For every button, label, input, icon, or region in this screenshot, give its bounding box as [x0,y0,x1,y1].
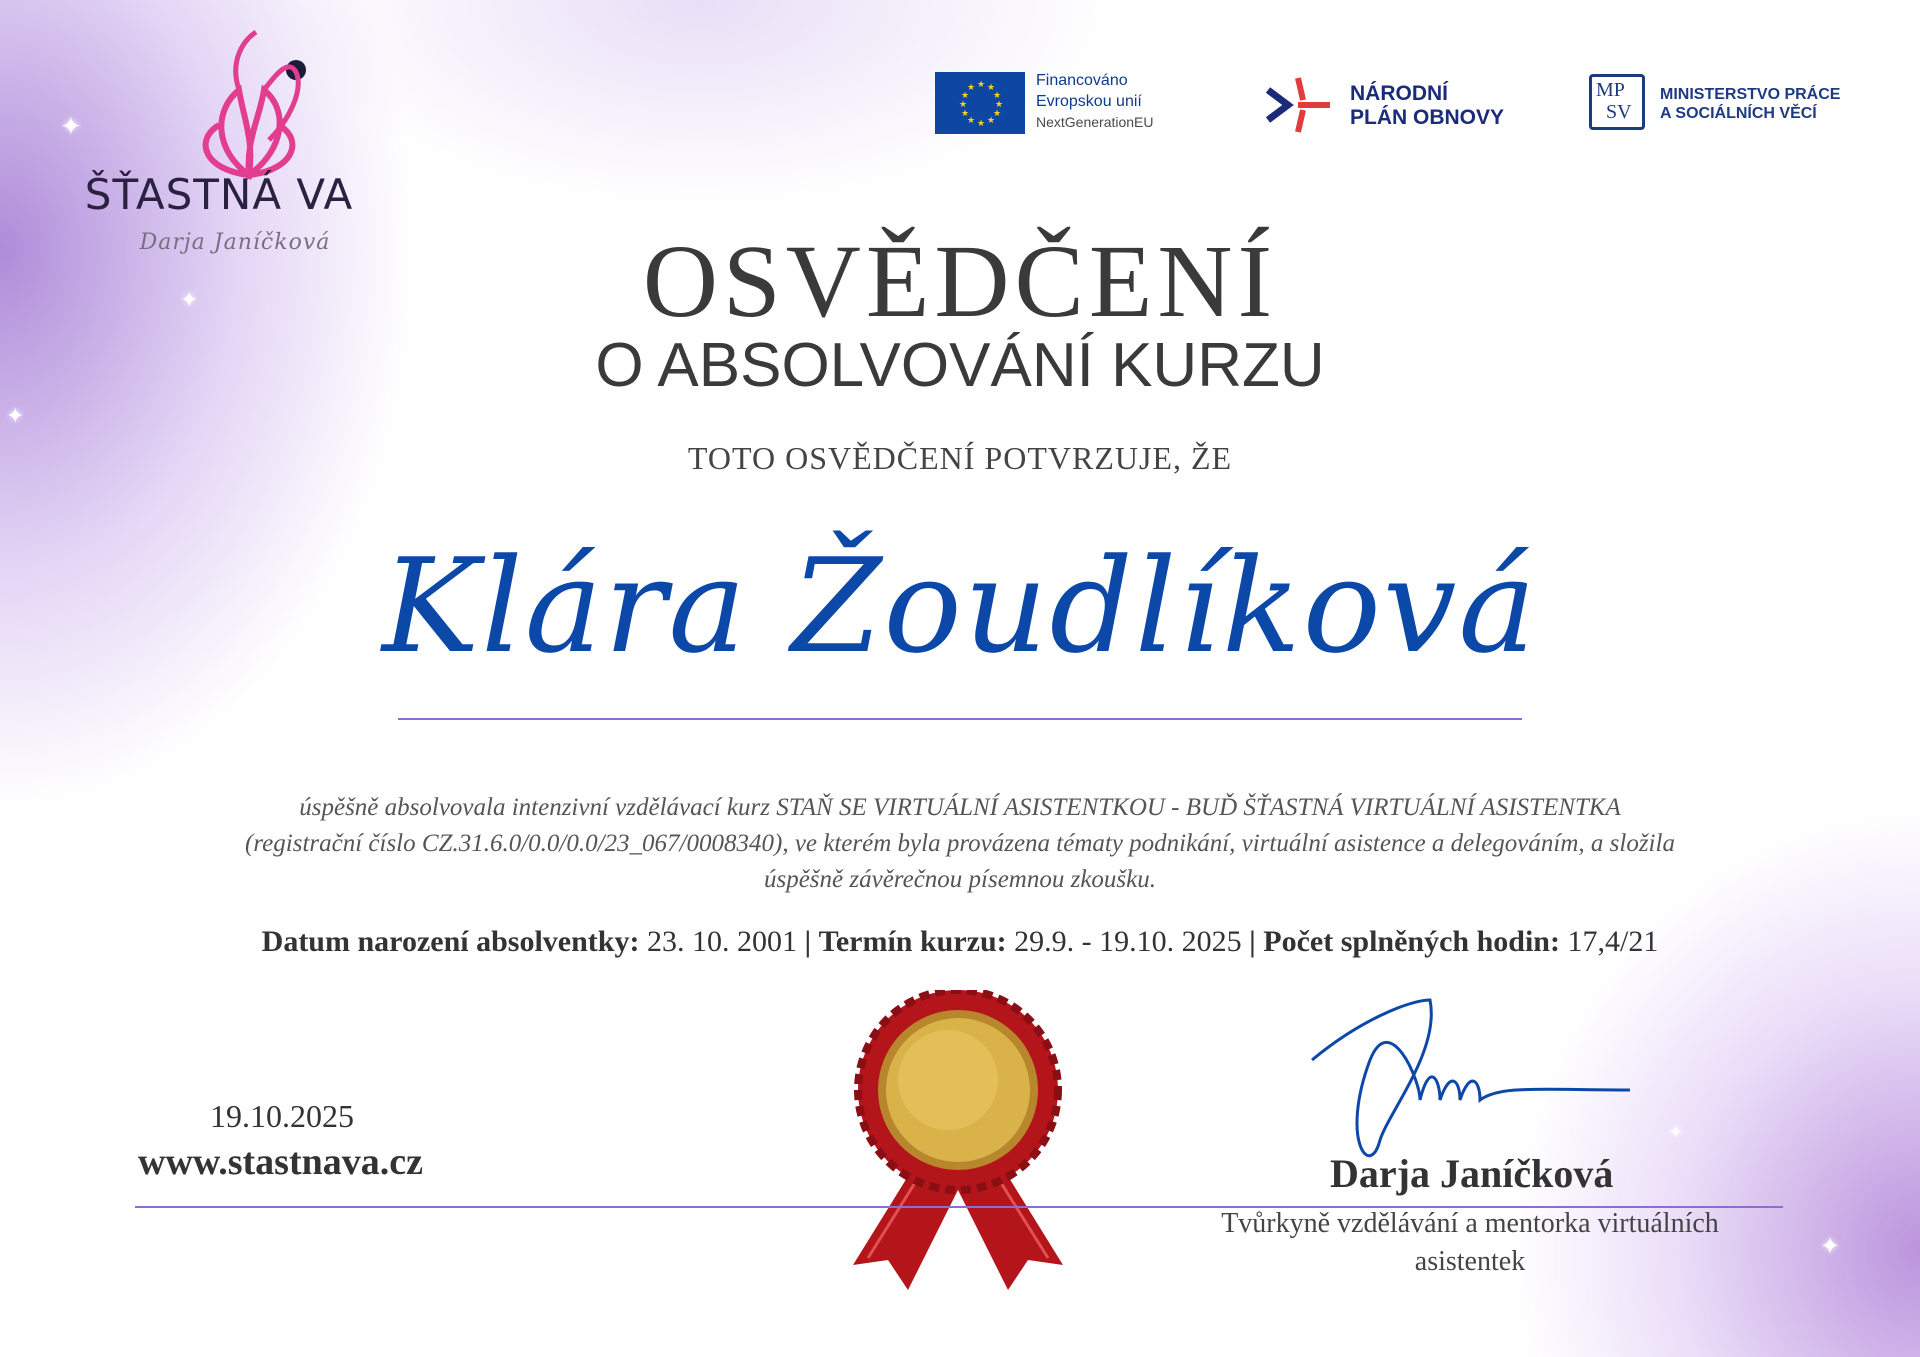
lotus-logo-icon [64,30,374,190]
hours-value: 17,4/21 [1567,925,1659,958]
course-facts [0,925,1920,959]
birth-label: Datum narození absolventky: [261,925,640,958]
npo-line-2: PLÁN OBNOVY [1350,106,1505,129]
term-value: 29.9. - 19.10. 2025 [1014,925,1242,958]
svg-text:★: ★ [977,119,986,129]
npo-text [1350,82,1504,130]
mpsv-mark-1: MP [1596,79,1625,101]
logo-subtitle: Darja Janíčková [139,230,331,255]
svg-text:★: ★ [967,83,976,93]
sparkle-icon: ✦ [60,112,82,142]
npo-logo-icon [1258,70,1338,140]
svg-text:★: ★ [959,100,968,110]
eu-line-2: Evropskou unií [1036,93,1142,110]
svg-text:★: ★ [987,83,996,93]
svg-text:★: ★ [977,80,986,90]
sparkle-icon: ✦ [1820,1232,1841,1260]
sparkle-icon: ✦ [6,404,25,429]
certificate-title: OSVĚDČENÍ [642,224,1278,339]
mpsv-logo-icon [1589,74,1645,130]
svg-text:★: ★ [961,109,970,119]
separator: | [1249,925,1256,958]
logo-title: ŠŤASTNÁ VA [84,170,354,219]
mpsv-line-1: MINISTERSTVO PRÁCE [1660,86,1841,103]
gold-medal-icon [838,990,1078,1300]
issue-date: 19.10.2025 [210,1098,354,1134]
svg-text:★: ★ [993,91,1002,101]
svg-text:★: ★ [995,100,1004,110]
eu-flag-icon [935,72,1025,134]
term-label: Termín kurzu: [818,925,1007,958]
recipient-name: Klára Žoudlíková [382,530,1538,682]
svg-text:★: ★ [987,116,996,126]
name-underline [398,718,1522,720]
svg-text:★: ★ [961,91,970,101]
svg-text:★: ★ [967,116,976,126]
confirmation-text: TOTO OSVĚDČENÍ POTVRZUJE, ŽE [687,440,1233,476]
signer-role: Tvůrkyně vzdělávání a mentorka virtuálních asistentek [1221,1208,1719,1277]
certificate-subtitle: O ABSOLVOVÁNÍ KURZU [595,331,1325,400]
eu-line-1: Financováno [1036,72,1128,89]
course-description: úspěšně absolvovala intenzivní vzdělávací kurz STAŇ SE VIRTUÁLNÍ ASISTENTKOU - BUĎ ŠŤASTNÁ VIRTUÁLNÍ ASISTENTKA (registrační číslo CZ.31.6.0/0.0/0.0/23_067/0008340), ve kterém byla provázena tématy podnikání, virtuální asistence a delegováním, a složila úspěšně závěrečnou písemnou zkoušku. [245,794,1675,893]
sparkle-icon: ✦ [1668,1122,1684,1143]
hours-label: Počet splněných hodin: [1263,925,1560,958]
npo-line-1: NÁRODNÍ [1350,82,1448,105]
separator: | [804,925,812,958]
mpsv-line-2: A SOCIÁLNÍCH VĚCÍ [1660,105,1817,122]
sparkle-icon: ✦ [180,288,199,313]
eu-funding-text [1036,70,1154,133]
birth-value: 23. 10. 2001 [646,925,797,958]
mpsv-text [1660,85,1840,123]
website-link[interactable]: www.stastnava.cz [138,1141,423,1183]
eu-line-3: NextGenerationEU [1036,114,1154,130]
mpsv-mark-2: SV [1606,101,1632,123]
svg-text:★: ★ [993,109,1002,119]
signer-name: Darja Janíčková [1330,1151,1614,1196]
